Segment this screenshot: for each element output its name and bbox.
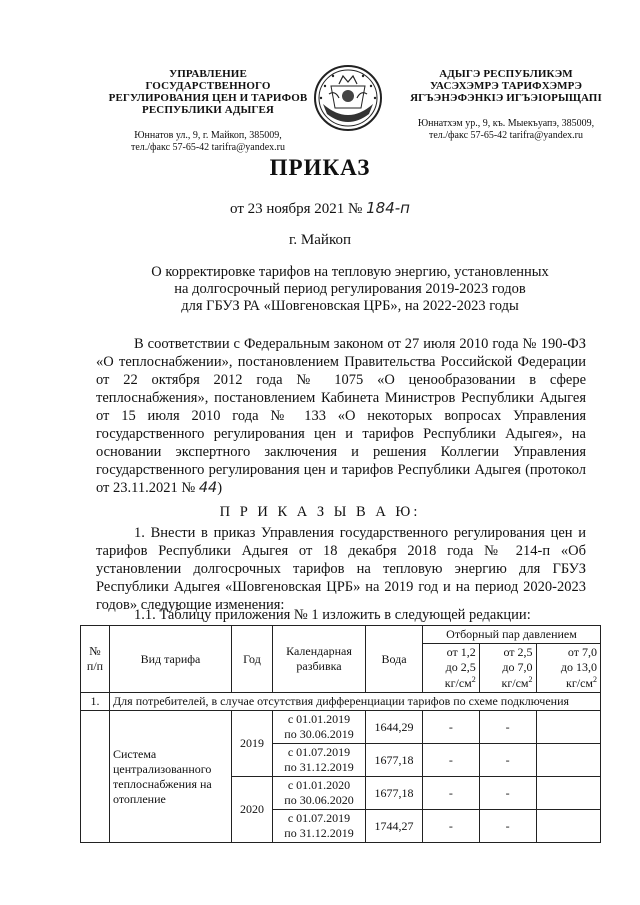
document-title: ПРИКАЗ	[269, 155, 371, 180]
period-4: с 01.07.2019 по 31.12.2019	[273, 810, 366, 843]
header-calendar: Календарная разбивка	[273, 626, 366, 693]
header-god: Год	[232, 626, 273, 693]
header-num: № п/п	[81, 626, 110, 693]
left-address	[108, 130, 308, 154]
par3-4	[536, 810, 600, 843]
header-pressure-1	[423, 644, 480, 693]
pressure-2-unit: $кг/см^2$	[501, 675, 533, 690]
pressure-3-unit: $кг/см^2$	[565, 675, 597, 690]
header-right	[406, 68, 606, 142]
right-address	[406, 118, 606, 142]
voda-4: 1744,27	[366, 810, 423, 843]
period-3: с 01.01.2020 по 30.06.2020	[273, 777, 366, 810]
voda-3: 1677,18	[366, 777, 423, 810]
pressure-1-unit: $кг/см^2$	[444, 675, 476, 690]
left-address-line1: Юннатов ул., 9, г. Майкоп, 385009,	[134, 130, 282, 141]
voda-2: 1677,18	[366, 744, 423, 777]
par1-3: -	[423, 777, 480, 810]
pressure-1-from: от 1,2	[446, 645, 476, 659]
item-1-paragraph: 1. Внести в приказ Управления государственного регулирования цен и тарифов Республики Адыгея от 18 декабря 2018 года № 214-п «Об установлении долгосрочных тарифов на тепловую энергию для ГБУЗ Республики Адыгея «Шовгеновская ЦРБ» на 2019 год и на период 2020-2023 годов» следующие изменения:	[96, 525, 586, 613]
document-date	[0, 199, 640, 218]
par3-2	[536, 744, 600, 777]
period-2: с 01.07.2019 по 31.12.2019	[273, 744, 366, 777]
date-text: от 23 ноября 2021 №	[230, 201, 363, 217]
right-org-name: АДЫГЭ РЕСПУБЛИКЭМ УАСЭХЭМРЭ ТАРИФХЭМРЭ ЯГЪЭНЭФЭНКIЭ ИГЪЭIОРЫЩАПI	[410, 68, 602, 104]
row1-text: Для потребителей, в случае отсутствия дифференциации тарифов по схеме подключения	[110, 693, 601, 711]
prikazyvayu-heading: П Р И К А З Ы В А Ю:	[219, 504, 421, 520]
subject-line1: О корректировке тарифов на тепловую энергию, установленных	[151, 264, 549, 280]
preamble-text: В соответствии с Федеральным законом от 27 июля 2010 года № 190-ФЗ «О теплоснабжении», постановлением Правительства Российской Федерации от 22 октября 2012 года № 1075 «О ценообразовании в сфере теплоснабжения», постановлением Кабинета Министров Республики Адыгея от 15 июля 2010 года № 133 «О некоторых вопросах Управления государственного регулирования цен и тарифов Республики Адыгея», на основании экспертного заключения и решения Коллегии Управления государственного регулирования цен и тарифов Республики Адыгея (протокол от 23.11.2021 №	[96, 336, 586, 496]
tariff-table	[80, 625, 601, 843]
pressure-2-from: от 2,5	[503, 645, 533, 659]
table-header-row	[81, 626, 601, 644]
year-2019: 2019	[232, 711, 273, 777]
subject-line3: для ГБУЗ РА «Шовгеновская ЦРБ», на 2022-2023 годы	[181, 298, 519, 314]
table-row	[81, 711, 601, 744]
pressure-3-from: от 7,0	[567, 645, 597, 659]
par3-3	[536, 777, 600, 810]
par2-3: -	[479, 777, 536, 810]
header-pressure-3	[536, 644, 600, 693]
right-address-line2: тел./факс 57-65-42 tarifra@yandex.ru	[428, 130, 584, 141]
par2-2: -	[479, 744, 536, 777]
row1-num: 1.	[81, 693, 110, 711]
table-row	[81, 693, 601, 711]
par2-1: -	[479, 711, 536, 744]
right-address-line1: Юннатхэм ур., 9, къ. Мыекъуапэ, 385009,	[417, 118, 595, 129]
voda-1: 1644,29	[366, 711, 423, 744]
protocol-number-handwritten: 44	[198, 480, 218, 496]
system-label: Система централизованного теплоснабжения на отопление	[110, 711, 232, 843]
par2-4: -	[479, 810, 536, 843]
left-org-name: УПРАВЛЕНИЕ ГОСУДАРСТВЕННОГО РЕГУЛИРОВАНИЯ ЦЕН И ТАРИФОВ РЕСПУБЛИКИ АДЫГЕЯ	[108, 68, 308, 116]
pressure-2-to: до 7,0	[502, 660, 533, 674]
header-pressure-2	[479, 644, 536, 693]
subject-line2: на долгосрочный период регулирования 2019-2023 годов	[174, 281, 526, 297]
pressure-1-to: до 2,5	[445, 660, 476, 674]
preamble-paragraph	[96, 335, 586, 497]
pressure-3-to: до 13,0	[560, 660, 597, 674]
header-voda: Вода	[366, 626, 423, 693]
coat-of-arms-emblem	[309, 64, 387, 132]
item-1-1-paragraph: 1.1. Таблицу приложения № 1 изложить в следующей редакции:	[134, 607, 531, 623]
par1-1: -	[423, 711, 480, 744]
header-vid-tarifa: Вид тарифа	[110, 626, 232, 693]
par3-1	[536, 711, 600, 744]
header-otborny-par: Отборный пар давлением	[423, 626, 601, 644]
par1-4: -	[423, 810, 480, 843]
empty-num-cell	[81, 711, 110, 843]
order-number-handwritten: 184-п	[366, 199, 410, 217]
header-left	[108, 68, 308, 154]
left-address-line2: тел./факс 57-65-42 tarifra@yandex.ru	[130, 142, 286, 153]
year-2020: 2020	[232, 777, 273, 843]
period-1: с 01.01.2019 по 30.06.2019	[273, 711, 366, 744]
document-subject	[140, 264, 560, 315]
preamble-end: )	[217, 480, 223, 496]
par1-2: -	[423, 744, 480, 777]
document-city: г. Майкоп	[288, 232, 352, 248]
